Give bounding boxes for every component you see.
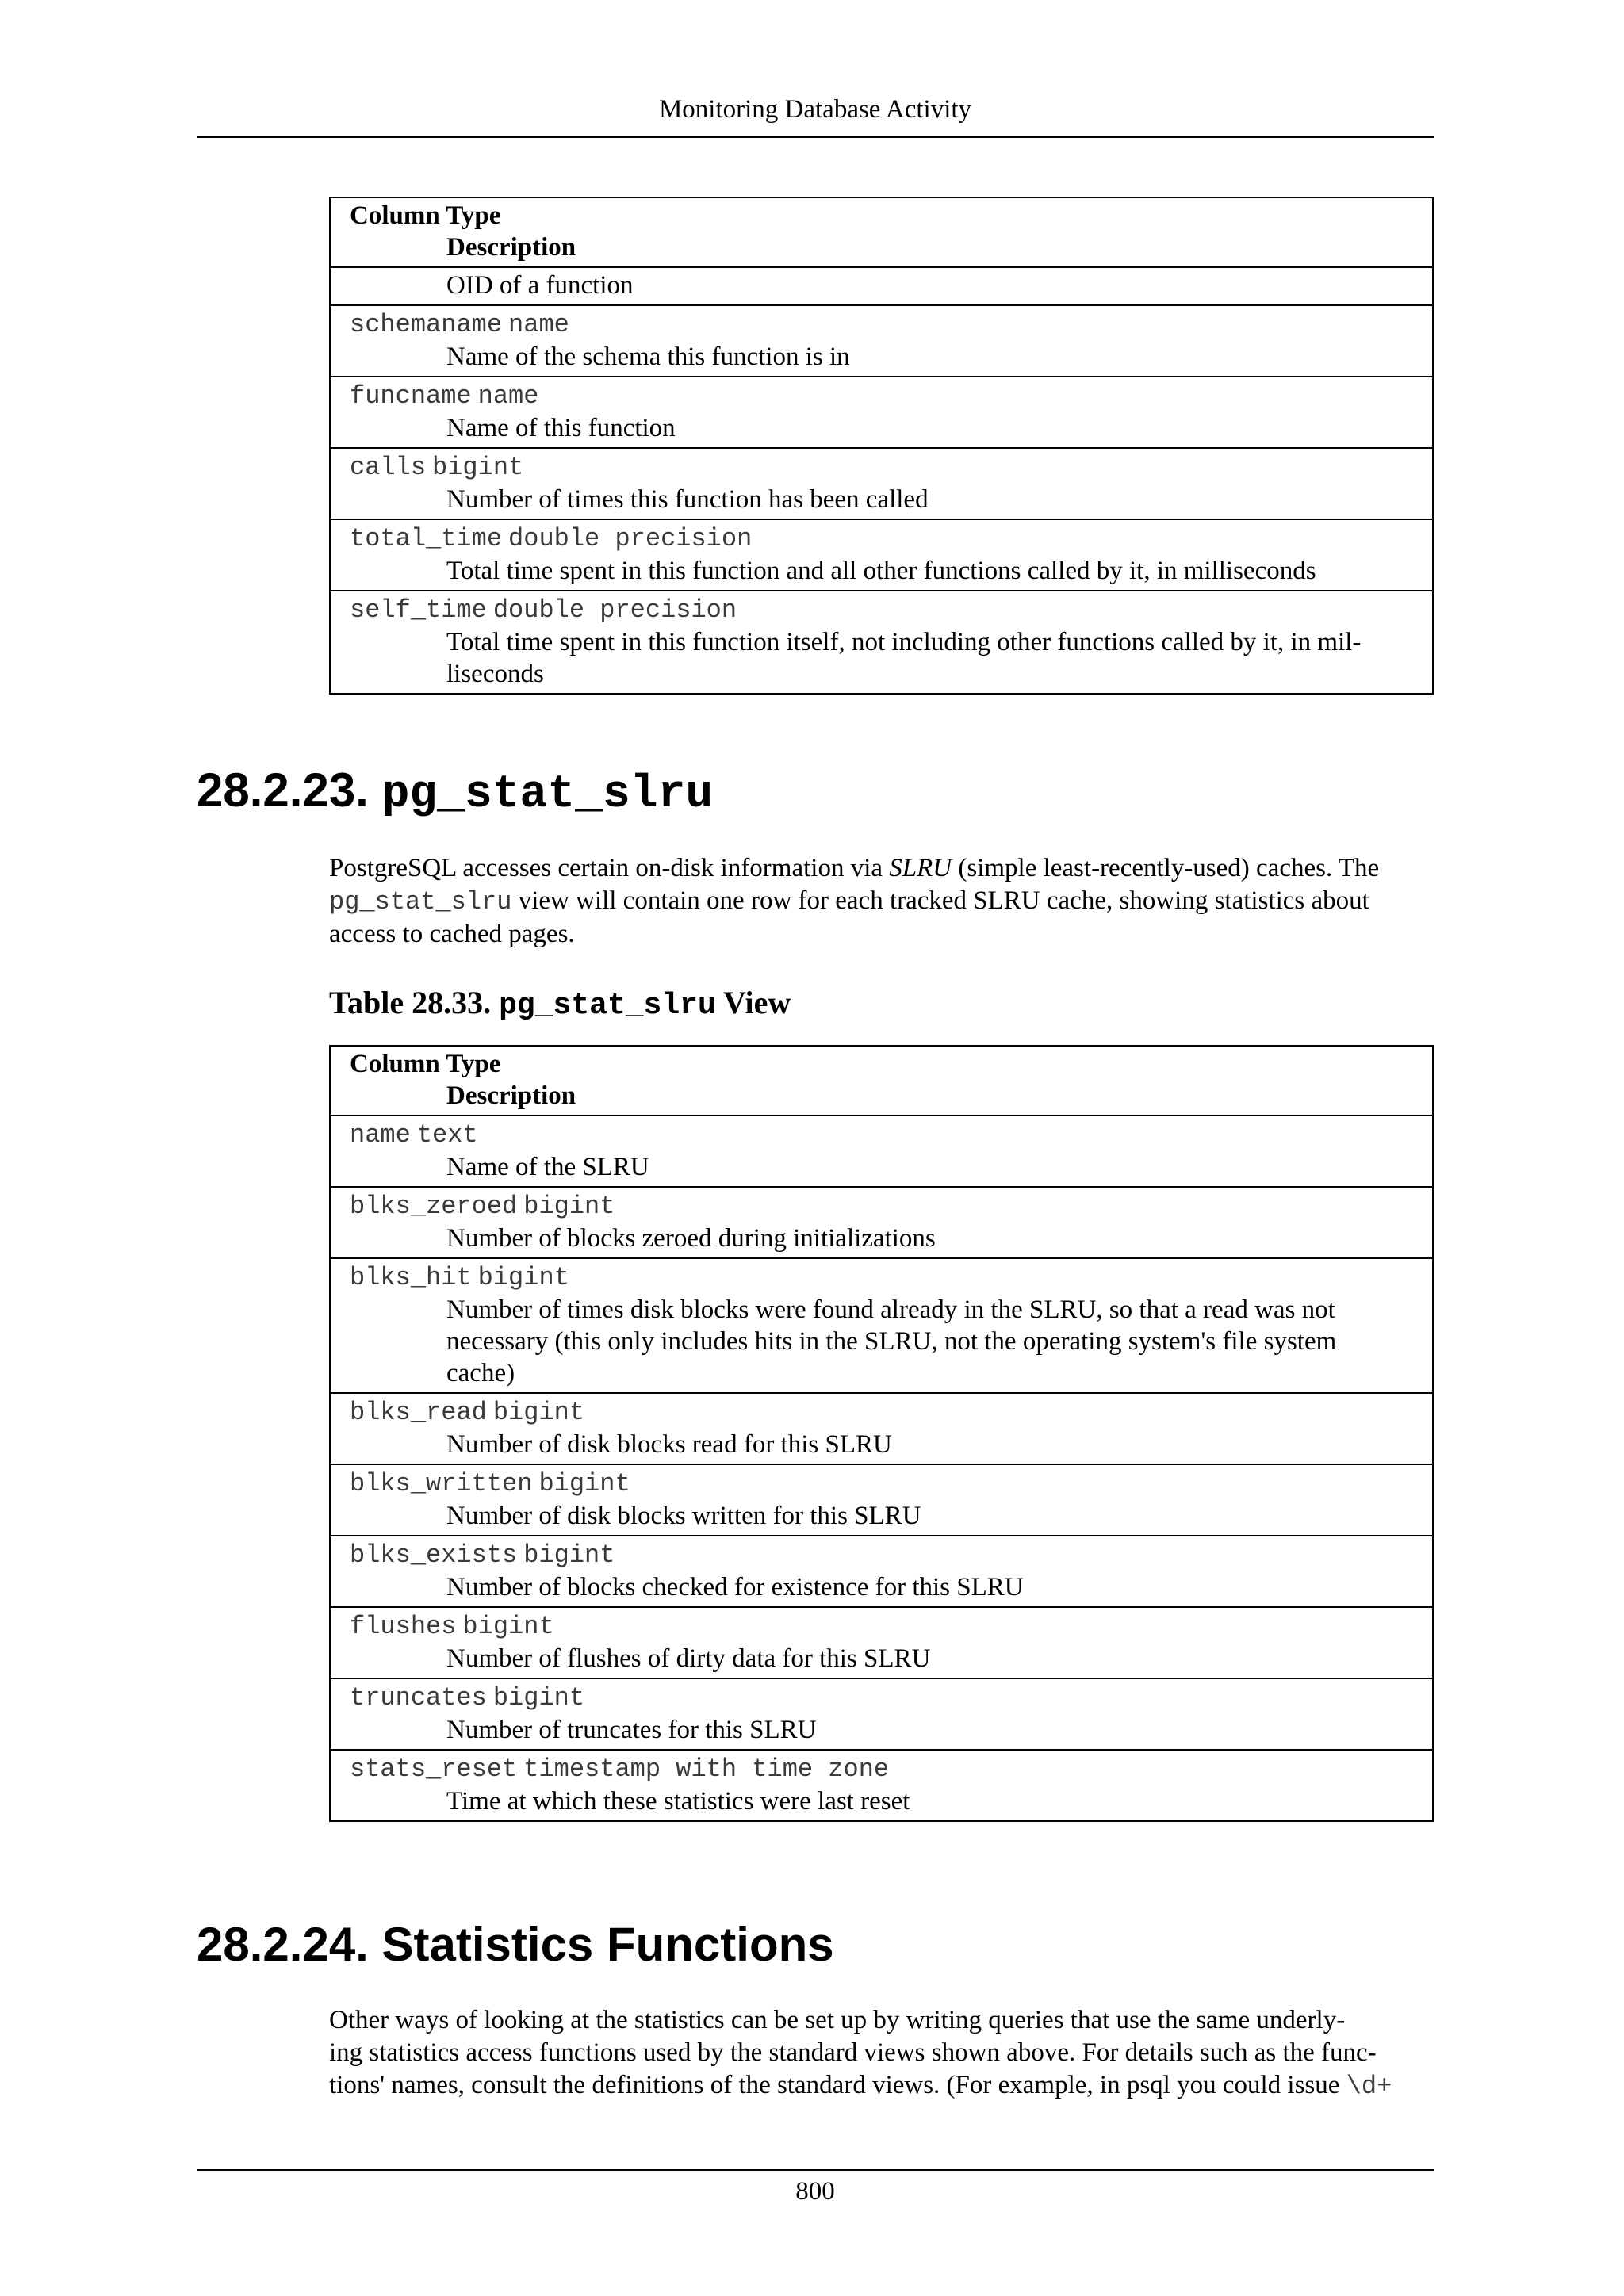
column-name: blks_hit bbox=[350, 1263, 472, 1292]
row-description-cont: cache) bbox=[446, 1359, 515, 1387]
column-type: bigint bbox=[492, 1683, 585, 1712]
table-row bbox=[331, 1678, 1432, 1749]
column-name: blks_written bbox=[350, 1469, 533, 1498]
section-number: 28.2.23. bbox=[197, 763, 369, 817]
row-description: Number of times disk blocks were found already in the SLRU, so that a read was not bbox=[446, 1295, 1335, 1324]
column-type: bigint bbox=[432, 453, 524, 482]
statistics-functions-paragraph bbox=[329, 2004, 1434, 2103]
column-name: funcname bbox=[350, 381, 472, 411]
column-type: text bbox=[416, 1120, 478, 1150]
column-type: double precision bbox=[508, 524, 753, 553]
para-text: tions' names, consult the definitions of the standard views. (For example, in psql you could issue bbox=[329, 2071, 1346, 2099]
column-name: blks_exists bbox=[350, 1540, 518, 1570]
table-title-suffix: View bbox=[715, 985, 791, 1020]
table-header-row bbox=[331, 1047, 1432, 1115]
row-description: Number of blocks checked for existence for this SLRU bbox=[446, 1573, 1024, 1601]
column-name: truncates bbox=[350, 1683, 487, 1712]
table-row bbox=[331, 447, 1432, 519]
column-type: bigint bbox=[538, 1469, 630, 1498]
column-name: self_time bbox=[350, 595, 487, 625]
column-name: flushes bbox=[350, 1612, 457, 1641]
column-type: bigint bbox=[523, 1540, 615, 1570]
para-text: PostgreSQL accesses certain on-disk information via bbox=[329, 854, 890, 882]
row-description: Name of the SLRU bbox=[446, 1153, 649, 1181]
row-description: Total time spent in this function and all other functions called by it, in milliseconds bbox=[446, 557, 1316, 585]
table-row bbox=[331, 376, 1432, 447]
column-type: name bbox=[508, 310, 569, 339]
table-row bbox=[331, 1186, 1432, 1257]
inline-code: \d+ bbox=[1346, 2072, 1392, 2101]
table-row bbox=[331, 266, 1432, 304]
description-header: Description bbox=[446, 233, 576, 262]
slru-term: SLRU bbox=[889, 854, 952, 882]
footer-rule bbox=[197, 2169, 1434, 2171]
column-name: blks_read bbox=[350, 1398, 487, 1427]
table-title-prefix: Table 28.33. bbox=[329, 985, 500, 1020]
column-type: bigint bbox=[477, 1263, 569, 1292]
section-code: pg_stat_slru bbox=[381, 769, 714, 821]
row-description: Number of flushes of dirty data for this SLRU bbox=[446, 1644, 931, 1673]
column-name: total_time bbox=[350, 524, 503, 553]
column-type-header: Column Type bbox=[350, 201, 501, 230]
row-description: Number of disk blocks read for this SLRU bbox=[446, 1430, 892, 1459]
pg-stat-slru-table bbox=[329, 1045, 1434, 1822]
section-heading-statistics-functions: 28.2.24. Statistics Functions bbox=[197, 1918, 834, 1971]
table-row bbox=[331, 1115, 1432, 1186]
page-number: 800 bbox=[795, 2177, 835, 2206]
table-header-row bbox=[331, 198, 1432, 266]
table-row bbox=[331, 1606, 1432, 1678]
row-description-cont: liseconds bbox=[446, 660, 544, 688]
para-text: (simple least-recently-used) caches. The bbox=[952, 854, 1380, 882]
row-description-cont: necessary (this only includes hits in the SLRU, not the operating system's file system bbox=[446, 1327, 1337, 1356]
table-row bbox=[331, 1749, 1432, 1820]
function-stats-table bbox=[329, 197, 1434, 695]
para-text: Other ways of looking at the statistics can be set up by writing queries that use the same underly- bbox=[329, 2006, 1346, 2034]
column-type: double precision bbox=[492, 595, 737, 625]
row-description: Time at which these statistics were last reset bbox=[446, 1787, 910, 1816]
running-header: Monitoring Database Activity bbox=[658, 95, 972, 124]
table-row bbox=[331, 1392, 1432, 1464]
section-heading-pg-stat-slru bbox=[197, 763, 713, 823]
column-type: bigint bbox=[462, 1612, 554, 1641]
table-row bbox=[331, 304, 1432, 376]
table-row bbox=[331, 519, 1432, 590]
column-name: calls bbox=[350, 453, 427, 482]
slru-intro-paragraph bbox=[329, 852, 1434, 951]
column-name: stats_reset bbox=[350, 1755, 518, 1784]
row-description: Name of the schema this function is in bbox=[446, 342, 850, 371]
column-name: schemaname bbox=[350, 310, 503, 339]
row-description: Number of truncates for this SLRU bbox=[446, 1716, 817, 1744]
column-name: name bbox=[350, 1120, 411, 1150]
para-text: access to cached pages. bbox=[329, 920, 575, 948]
header-rule bbox=[197, 136, 1434, 138]
row-description: Number of blocks zeroed during initializations bbox=[446, 1224, 936, 1253]
column-name: blks_zeroed bbox=[350, 1192, 518, 1221]
table-row bbox=[331, 1535, 1432, 1606]
inline-code: pg_stat_slru bbox=[329, 887, 512, 916]
table-title bbox=[329, 983, 791, 1026]
column-type: bigint bbox=[492, 1398, 585, 1427]
column-type: name bbox=[477, 381, 539, 411]
row-description: Total time spent in this function itself, not including other functions called by it, in mil- bbox=[446, 628, 1362, 656]
column-type: bigint bbox=[523, 1192, 615, 1221]
column-type-header: Column Type bbox=[350, 1050, 501, 1078]
para-text: view will contain one row for each tracked SLRU cache, showing statistics about bbox=[511, 886, 1369, 915]
column-type: timestamp with time zone bbox=[523, 1755, 890, 1784]
table-row bbox=[331, 1257, 1432, 1392]
table-row bbox=[331, 590, 1432, 693]
row-description: Number of times this function has been called bbox=[446, 485, 929, 514]
table-title-code: pg_stat_slru bbox=[499, 989, 716, 1023]
description-header: Description bbox=[446, 1081, 576, 1110]
para-text: ing statistics access functions used by the standard views shown above. For details such as the func- bbox=[329, 2038, 1377, 2067]
table-row bbox=[331, 1464, 1432, 1535]
row-description: OID of a function bbox=[446, 271, 634, 300]
row-description: Number of disk blocks written for this SLRU bbox=[446, 1502, 921, 1530]
row-description: Name of this function bbox=[446, 414, 676, 442]
